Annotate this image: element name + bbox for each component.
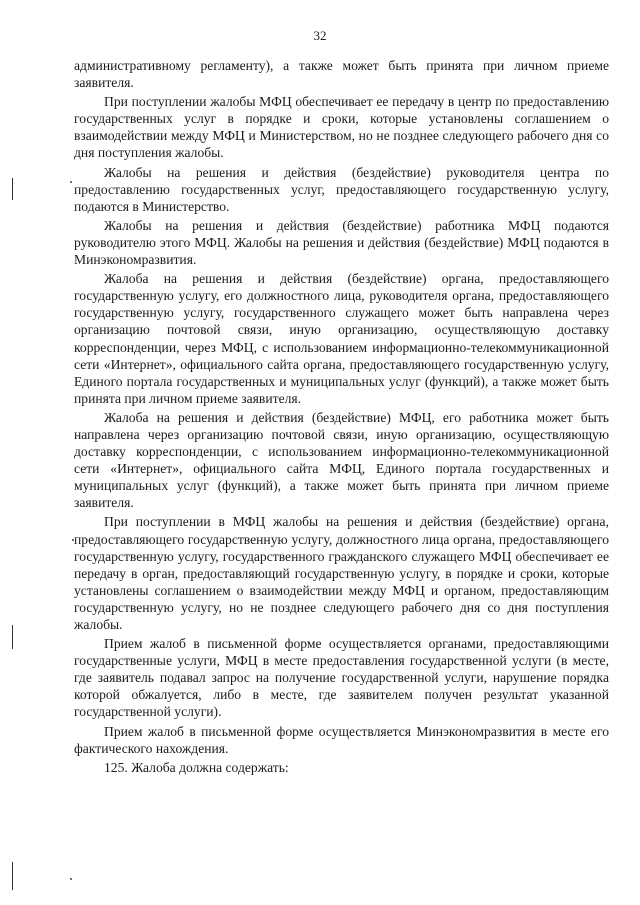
paragraph-mfc-forwarding: При поступлении в МФЦ жалобы на решения и действия (бездействие) органа, предоставляющего государственную услугу, должностного лица органа, предоставляющего государственную услугу, государственного гражданского служащего МФЦ обеспечивает ее передачу в орган, предоставляющий государственную услугу, в порядке и сроки, которые установлены соглашением о взаимодействии между МФЦ и органом, предоставляющим государственную услугу, но не позднее следующего рабочего дня со дня поступления жалобы. [74, 514, 609, 632]
paragraph-ministry-written-complaints: Прием жалоб в письменной форме осуществляется Минэкономразвития в месте его фактического нахождения. [74, 723, 609, 756]
scan-artifact-dot [70, 181, 72, 183]
scan-artifact-dot [70, 878, 72, 880]
scan-artifact-mark [12, 862, 13, 890]
page-number: 32 [313, 28, 327, 43]
scan-artifact-mark [12, 178, 13, 200]
paragraph-mfc-transfer: При поступлении жалобы МФЦ обеспечивает ее передачу в центр по предоставлению государственных услуг в порядке и сроки, которые установлены соглашением о взаимодействии между МФЦ и Министерством, но не позднее следующего рабочего дня со дня поступления жалобы. [74, 94, 609, 161]
paragraph-clause-125: 125. Жалоба должна содержать: [104, 759, 289, 775]
paragraph-mfc-complaint-channels: Жалоба на решения и действия (бездействие) МФЦ, его работника может быть направлена через организацию почтовой связи, иную организацию, осуществляющую доставку корреспонденции, с использованием информационно-телекоммуникационной сети «Интернет», официального сайта МФЦ, Единого портала государственных и муниципальных услуг (функций), а также может быть принята при личном приеме заявителя. [74, 409, 609, 511]
paragraph-written-complaints-place: Прием жалоб в письменной форме осуществляется органами, предоставляющими государственные услуги, МФЦ в месте предоставления государственной услуги (в месте, где заявитель подавал запрос на получение государственной услуги, нарушение порядка которой обжалуется, либо в месте, где заявителем получен результат указанной государственной услуги). [74, 636, 609, 720]
document-body [74, 57, 609, 778]
scan-artifact-dot [72, 539, 74, 541]
paragraph-mfc-worker-complaints: Жалобы на решения и действия (бездействие) работника МФЦ подаются руководителю этого МФЦ. Жалобы на решения и действия (бездействие) МФЦ подаются в Минэкономразвития. [74, 217, 609, 268]
paragraph-agency-complaint-channels: Жалоба на решения и действия (бездействие) органа, предоставляющего государственную услугу, его должностного лица, руководителя органа, предоставляющего государственную услугу, государственного служащего может быть направлена через организацию почтовой связи, иную организацию, осуществляющую доставку корреспонденции, через МФЦ, с использованием информационно-телекоммуникационной сети «Интернет», официального сайта органа, предоставляющего государственную услугу, Единого портала государственных и муниципальных услуг (функций), а также может быть принята при личном приеме заявителя. [74, 271, 609, 406]
paragraph-continuation: административному регламенту), а также может быть принята при личном приеме заявителя. [74, 58, 609, 91]
paragraph-center-head-complaints: Жалобы на решения и действия (бездействие) руководителя центра по предоставлению государственных услуг, предоставляющего государственную услугу, подаются в Министерство. [74, 164, 609, 214]
scan-artifact-mark [12, 625, 13, 649]
